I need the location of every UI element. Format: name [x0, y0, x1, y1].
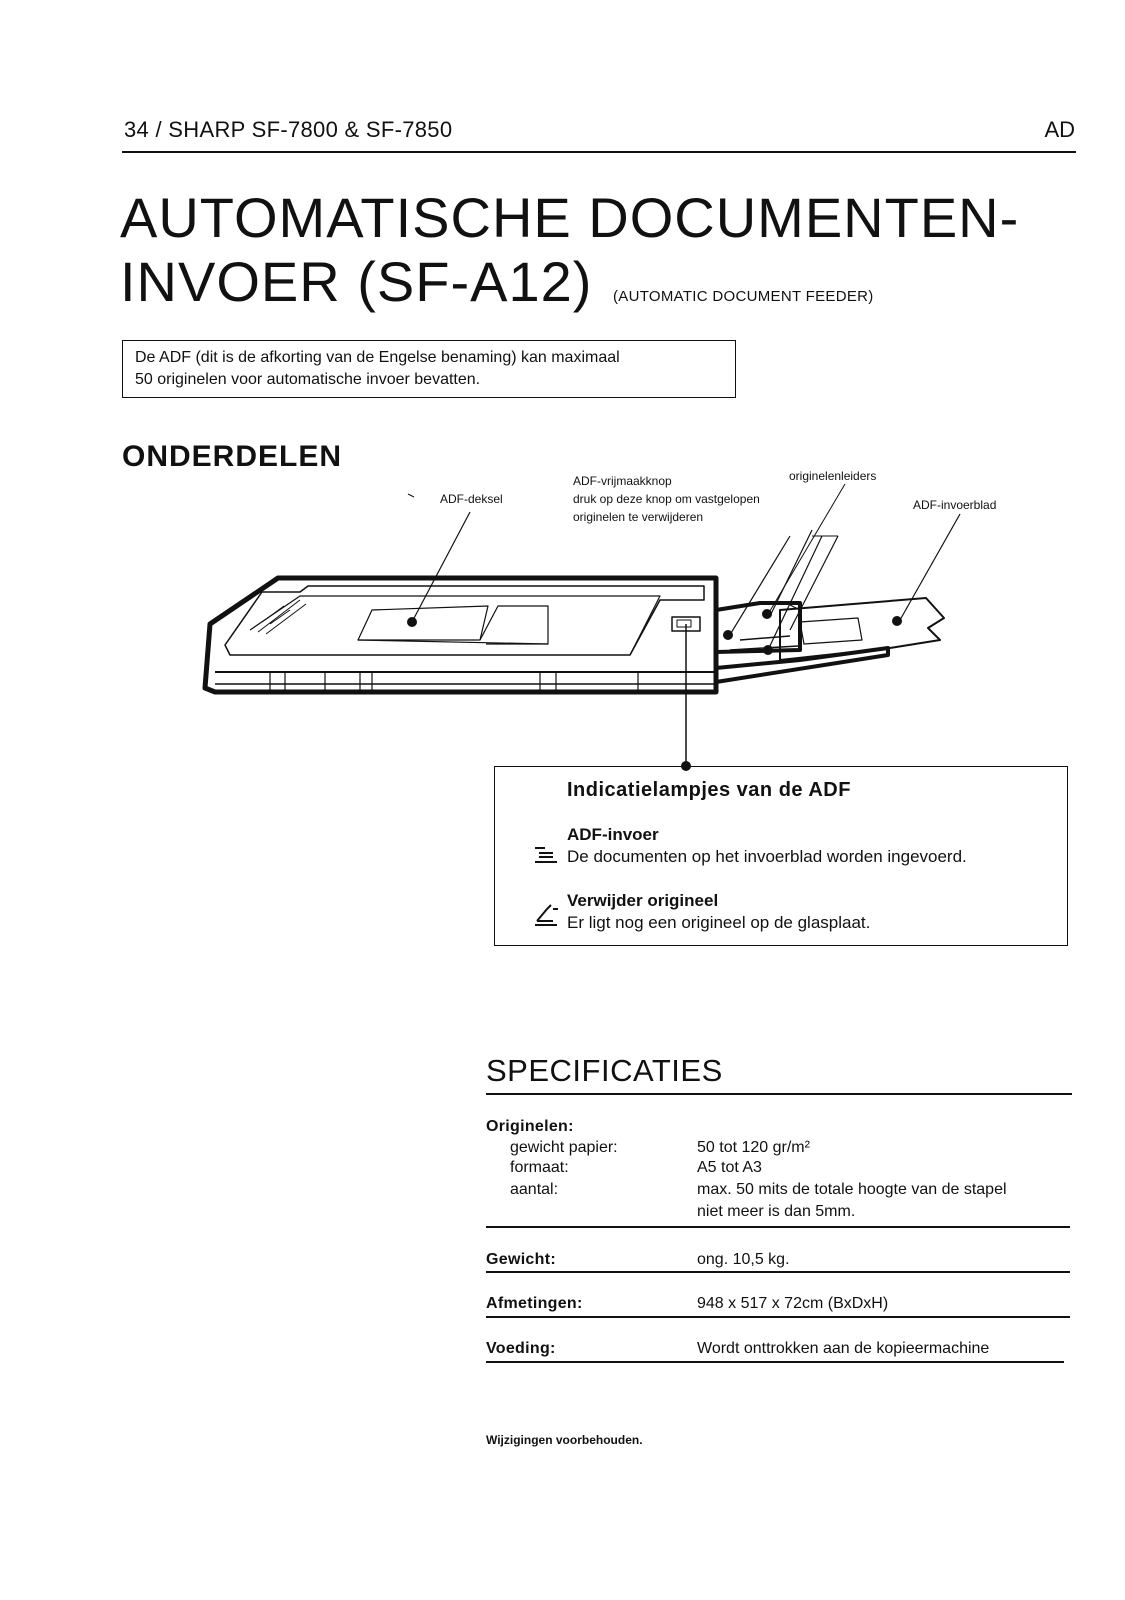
footer-note: Wijzigingen voorbehouden.: [486, 1433, 643, 1447]
spec-power-value: Wordt onttrokken aan de kopieermachine: [697, 1340, 990, 1357]
page-title-line2: [120, 252, 874, 327]
page-header: 34 / SHARP SF-7800 & SF-7850: [124, 117, 453, 142]
spec-key-format: formaat:: [510, 1159, 569, 1176]
spec-weight-label: Gewicht:: [486, 1251, 556, 1268]
page-title-main: INVOER (SF-A12): [120, 250, 593, 313]
label-feed-tray: ADF-invoerblad: [913, 498, 997, 512]
feed-icon: [533, 845, 559, 865]
section-code: AD: [1044, 117, 1075, 142]
label-adf-cover: ADF-deksel: [440, 492, 503, 506]
spec-value-format: A5 tot A3: [697, 1159, 762, 1176]
specs-heading: SPECIFICATIES: [486, 1053, 723, 1088]
intro-line2: 50 originelen voor automatische invoer bevatten.: [135, 371, 481, 388]
spec-dimensions-label: Afmetingen:: [486, 1295, 583, 1312]
adf-feed-tray: [780, 598, 944, 660]
spec-rule-2: [486, 1271, 1070, 1273]
spec-dimensions-value: 948 x 517 x 72cm (BxDxH): [697, 1295, 889, 1312]
label-release-desc1: druk op deze knop om vastgelopen: [573, 492, 760, 506]
remove-original-icon: [531, 901, 561, 929]
indicator-box: [494, 766, 1068, 946]
label-release-title: ADF-vrijmaakknop: [573, 474, 672, 488]
document-sheet: [358, 606, 488, 640]
adf-body-outline: [205, 578, 716, 692]
label-release-desc2: originelen te verwijderen: [573, 510, 704, 524]
intro-box: [122, 340, 736, 398]
spec-rule-4: [486, 1361, 1064, 1363]
spec-value-count: max. 50 mits de totale hoogte van de stapel: [697, 1181, 1007, 1198]
spec-rule-3: [486, 1316, 1070, 1318]
indicator-feed-desc: De documenten op het invoerblad worden ingevoerd.: [567, 847, 967, 866]
page-subtitle: (AUTOMATIC DOCUMENT FEEDER): [612, 288, 874, 305]
spec-rule-1: [486, 1226, 1070, 1228]
parts-heading: ONDERDELEN: [122, 440, 343, 473]
spec-value-weight-paper: 50 tot 120 gr/m²: [697, 1139, 810, 1156]
indicator-heading: Indicatielampjes van de ADF: [567, 779, 851, 801]
intro-line1: De ADF (dit is de afkorting van de Engelse benaming) kan maximaal: [135, 349, 620, 366]
header-rule: [122, 151, 1076, 153]
page-title-line1: AUTOMATISCHE DOCUMENTEN-: [120, 186, 1020, 249]
adf-diagram: [0, 460, 1125, 800]
spec-originals-label: Originelen:: [486, 1118, 574, 1135]
indicator-remove-desc: Er ligt nog een origineel op de glasplaat.: [567, 913, 871, 932]
indicator-feed-title: ADF-invoer: [567, 825, 659, 844]
spec-weight-value: ong. 10,5 kg.: [697, 1251, 790, 1268]
spec-key-weight-paper: gewicht papier:: [510, 1139, 618, 1156]
spec-power-label: Voeding:: [486, 1340, 556, 1357]
spec-key-count: aantal:: [510, 1181, 559, 1198]
spec-value-count-cont: niet meer is dan 5mm.: [697, 1203, 856, 1220]
specs-rule-top: [486, 1093, 1072, 1095]
indicator-remove-title: Verwijder origineel: [567, 891, 719, 910]
label-guides: originelenleiders: [789, 469, 877, 483]
